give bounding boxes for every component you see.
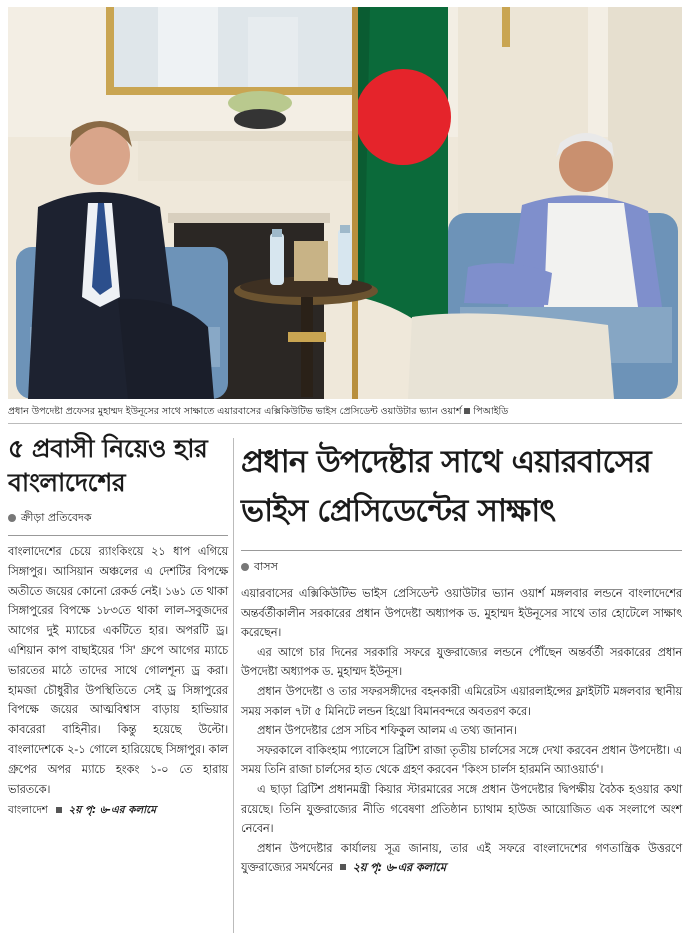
continued-ref: ২য় পৃ: ৬-এর কলামে (68, 804, 157, 817)
continued-ref: ২য় পৃ: ৬-এর কলামে (352, 860, 446, 875)
news-photo (8, 7, 682, 399)
continued-label: বাংলাদেশ (8, 804, 48, 817)
column-divider (233, 438, 234, 933)
paragraph-last (241, 839, 682, 878)
caption-credit: পিআইডি (473, 406, 509, 417)
left-story-headline (8, 432, 228, 500)
photo-illustration (8, 7, 682, 399)
bullet-icon (241, 563, 249, 571)
paragraph-text: প্রধান উপদেষ্টার কার্যালয় সূত্র জানায়, তার এই সফরে বাংলাদেশের গণতান্ত্রিক উত্তরণে যুক্তরাজ্যের সমর্থনের (241, 840, 682, 875)
left-story (8, 432, 228, 819)
left-byline-text: ক্রীড়া প্রতিবেদক (21, 511, 92, 524)
square-bullet-icon (464, 408, 470, 414)
left-byline (8, 510, 228, 526)
paragraph: এ ছাড়া ব্রিটিশ প্রধানমন্ত্রী কিয়ার স্টারমারের সঙ্গে প্রধান উপদেষ্টার দ্বিপক্ষীয় বৈঠক হওয়ার কথা রয়েছে। তিনি যুক্তরাজ্যের নীতি গবেষণা প্রতিষ্ঠান চ্যাথাম হাউজ আয়োজিত এক সংলাপে অংশ নেবেন। (241, 781, 682, 836)
main-headline-line-1: প্রধান উপদেষ্টার সাথে এয়ারবাসের (241, 444, 651, 480)
left-headline-line-2: বাংলাদেশের (8, 468, 126, 497)
paragraph: এর আগে চার দিনের সরকারি সফরে যুক্তরাজ্যের লন্ডনে পৌঁছেন অন্তর্বর্তী সরকারের প্রধান উপদেষ্টা অধ্যাপক ড. মুহাম্মদ ইউনূস। (241, 644, 682, 679)
main-headline-line-2: ভাইস প্রেসিডেন্টের সাক্ষাৎ (241, 493, 556, 529)
main-story (241, 432, 682, 878)
main-story-body (241, 584, 682, 878)
main-byline-text: বাসস (254, 560, 278, 573)
divider (241, 550, 682, 551)
photo-caption (8, 403, 682, 421)
caption-text: প্রধান উপদেষ্টা প্রফেসর মুহাম্মদ ইউনূসের সাথে সাক্ষাতে এয়ারবাসের এক্সিকিউটিভ ভাইস প্রেসিডেন্ট ওয়াউটার ভ্যান ওয়ার্শ (8, 406, 462, 417)
square-bullet-icon (340, 864, 346, 870)
square-bullet-icon (56, 807, 62, 813)
paragraph: সফরকালে বাকিংহাম প্যালেসে ব্রিটিশ রাজা তৃতীয় চার্লসের সঙ্গে দেখা করবেন প্রধান উপদেষ্টা। এ সময় তিনি রাজা চার্লসের হাত থেকে গ্রহণ করবেন 'কিংস চার্লস হারমনি অ্যাওয়ার্ড'। (241, 742, 682, 777)
paragraph: প্রধান উপদেষ্টার প্রেস সচিব শফিকুল আলম এ তথ্য জানান। (257, 723, 517, 738)
left-story-continued (8, 801, 228, 819)
left-story-body: বাংলাদেশের চেয়ে র‍্যাংকিংয়ে ২১ ধাপ এগিয়ে সিঙ্গাপুর। আসিয়ান অঞ্চলের এ দেশটির বিপক্ষে অতীতে জয়ের কোনো রেকর্ড নেই। ১৬১ তে থাকা সিঙ্গাপুরের বিপক্ষে ১৮৩তে থাকা লাল-সবুজদের আগের দুই ম্যাচের একটিতে হার। অপরটি ড্র। এশিয়ান কাপ বাছাইয়ের 'সি' গ্রুপে আগের ম্যাচে ভারতের মাঠে তাদের সাথে গোলশূন্য ড্র করা। হামজা চৌধুরীর উপস্থিতিতে সেই ড্র সিঙ্গাপুরের বিপক্ষে জয়ের আত্মবিশ্বাস বাড়ায় হাভিয়ার কাবরেরা বাহিনীর। কিন্তু হয়েছে উল্টো। বাংলাদেশকে ২-১ গোলে হারিয়েছে সিঙ্গাপুর। কাল গ্রুপের অপর ম্যাচে হংকং ১-০ তে হারায় ভারতকে। (8, 544, 228, 796)
left-headline-line-1: ৫ প্রবাসী নিয়েও হার (8, 434, 208, 463)
paragraph: এয়ারবাসের এক্সিকিউটিভ ভাইস প্রেসিডেন্ট ওয়াউটার ভ্যান ওয়ার্শ মঙ্গলবার লন্ডনে বাংলাদেশের অন্তর্বর্তীকালীন সরকারের প্রধান উপদেষ্টা অধ্যাপক ড. মুহাম্মদ ইউনূসের সাথে তার হোটেলে সাক্ষাৎ করেছেন। (241, 586, 682, 640)
divider (8, 423, 682, 424)
divider (8, 535, 228, 536)
main-byline (241, 559, 682, 575)
bullet-icon (8, 514, 16, 522)
main-story-headline (241, 438, 682, 536)
paragraph: প্রধান উপদেষ্টা ও তার সফরসঙ্গীদের বহনকারী এমিরেটস এয়ারলাইন্সের ফ্লাইটটি মঙ্গলবার স্থানীয় সময় সকাল ৭টা ৫ মিনিটে লন্ডন হিথ্রো বিমানবন্দরে অবতরণ করে। (241, 683, 682, 718)
